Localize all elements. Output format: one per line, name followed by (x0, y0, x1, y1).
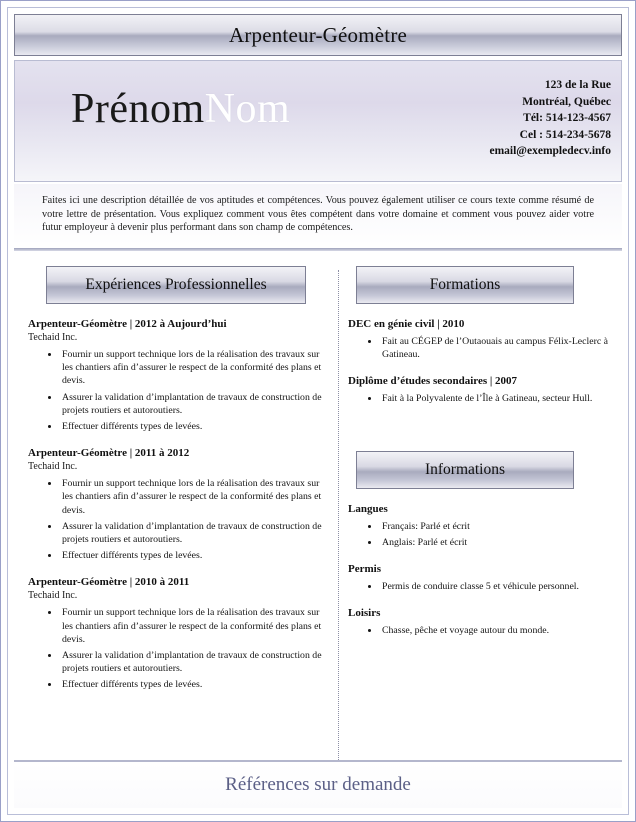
list-item: • Français: Parlé et écrit (380, 520, 620, 533)
information-group-label: Langues (348, 502, 388, 515)
list-item: • Effectuer différents types de levées. (60, 549, 330, 562)
first-name: Prénom (71, 86, 205, 132)
list-item: • Assurer la validation d’implantation de travaux de construction de projets routiers et autoroutiers. (60, 391, 330, 417)
profile-summary: Faites ici une description détaillée de vos aptitudes et compétences. Vous pouvez également utiliser ce cours texte comme résumé de votre lettre de présentation. Vous expliquez comment vous êtes compétent dans votre domaine et comment vous pouvez aider votre futur employeur à devenir plus performant dans son champ de compétences. (14, 184, 622, 245)
education-bullets (348, 392, 620, 405)
list-item: • Chasse, pêche et voyage autour du monde. (380, 624, 620, 637)
experience-company: Techaid Inc. (28, 590, 78, 602)
experience-company: Techaid Inc. (28, 332, 78, 343)
list-item: • Assurer la validation d’implantation de travaux de construction de projets routiers et autoroutiers. (60, 520, 330, 546)
last-name: Nom (204, 86, 291, 132)
list-item: • Fournir un support technique lors de la réalisation des travaux sur les chantiers afin d’assurer le respect de la conformité des plans et devis. (60, 606, 330, 646)
contact-phone: Tél: 514-123-4567 (523, 112, 611, 124)
experience-entry (28, 576, 330, 691)
experience-bullets (28, 348, 330, 433)
page-title: Arpenteur-Géomètre (228, 22, 408, 47)
education-heading: Formations (356, 266, 574, 304)
education-entry (348, 318, 620, 361)
list-item: • Fait au CÉGEP de l’Outaouais au campus Félix-Leclerc à Gatineau. (380, 335, 620, 361)
sidebar-column (348, 266, 620, 640)
document-title-bar (14, 14, 622, 56)
information-bullets (348, 624, 620, 637)
education-bullets (348, 335, 620, 361)
list-item: • Effectuer différents types de levées. (60, 420, 330, 433)
experience-title: Arpenteur-Géomètre | 2012 à Aujourd’hui (28, 318, 227, 330)
footer-text: Références sur demande (225, 774, 411, 795)
education-title: Diplôme d’études secondaires | 2007 (348, 375, 518, 388)
list-item: • Fournir un support technique lors de la réalisation des travaux sur les chantiers afin d’assurer le respect de la conformité des plans et devis. (60, 348, 330, 388)
experience-title: Arpenteur-Géomètre | 2011 à 2012 (28, 447, 190, 460)
education-title: DEC en génie civil | 2010 (348, 318, 465, 330)
contact-block (489, 77, 611, 160)
information-bullets (348, 580, 620, 593)
list-item: • Fournir un support technique lors de la réalisation des travaux sur les chantiers afin d’assurer le respect de la conformité des plans et devis. (60, 477, 330, 517)
experience-column (28, 266, 330, 695)
information-heading: Informations (356, 451, 574, 489)
header-divider (14, 248, 622, 251)
resume-inner-frame (7, 7, 629, 815)
list-item: • Permis de conduire classe 5 et véhicule personnel. (380, 580, 620, 593)
column-divider (338, 270, 339, 760)
contact-address: 123 de la Rue (544, 79, 611, 91)
information-group (348, 563, 620, 593)
information-group (348, 503, 620, 549)
contact-city: Montréal, Québec (522, 95, 611, 108)
spacer (348, 409, 620, 451)
contact-email: email@exempledecv.info (489, 145, 611, 157)
experience-bullets (28, 606, 330, 691)
header-band (14, 60, 622, 182)
experience-heading: Expériences Professionnelles (46, 266, 306, 304)
information-group-label: Loisirs (348, 607, 381, 620)
education-entry (348, 375, 620, 405)
information-group-label: Permis (348, 563, 381, 576)
list-item: • Anglais: Parlé et écrit (380, 536, 620, 549)
experience-entry (28, 318, 330, 433)
experience-bullets (28, 477, 330, 562)
information-bullets (348, 520, 620, 549)
full-name (71, 85, 290, 133)
information-group (348, 607, 620, 637)
list-item: • Effectuer différents types de levées. (60, 678, 330, 691)
contact-mobile: Cel : 514-234-5678 (519, 128, 611, 141)
experience-company: Techaid Inc. (28, 461, 78, 473)
list-item: • Assurer la validation d’implantation de travaux de construction de projets routiers et autoroutiers. (60, 649, 330, 675)
list-item: • Fait à la Polyvalente de l’Île à Gatineau, secteur Hull. (380, 392, 620, 405)
footer-band (14, 760, 622, 808)
experience-entry (28, 447, 330, 562)
experience-title: Arpenteur-Géomètre | 2010 à 2011 (28, 576, 190, 589)
